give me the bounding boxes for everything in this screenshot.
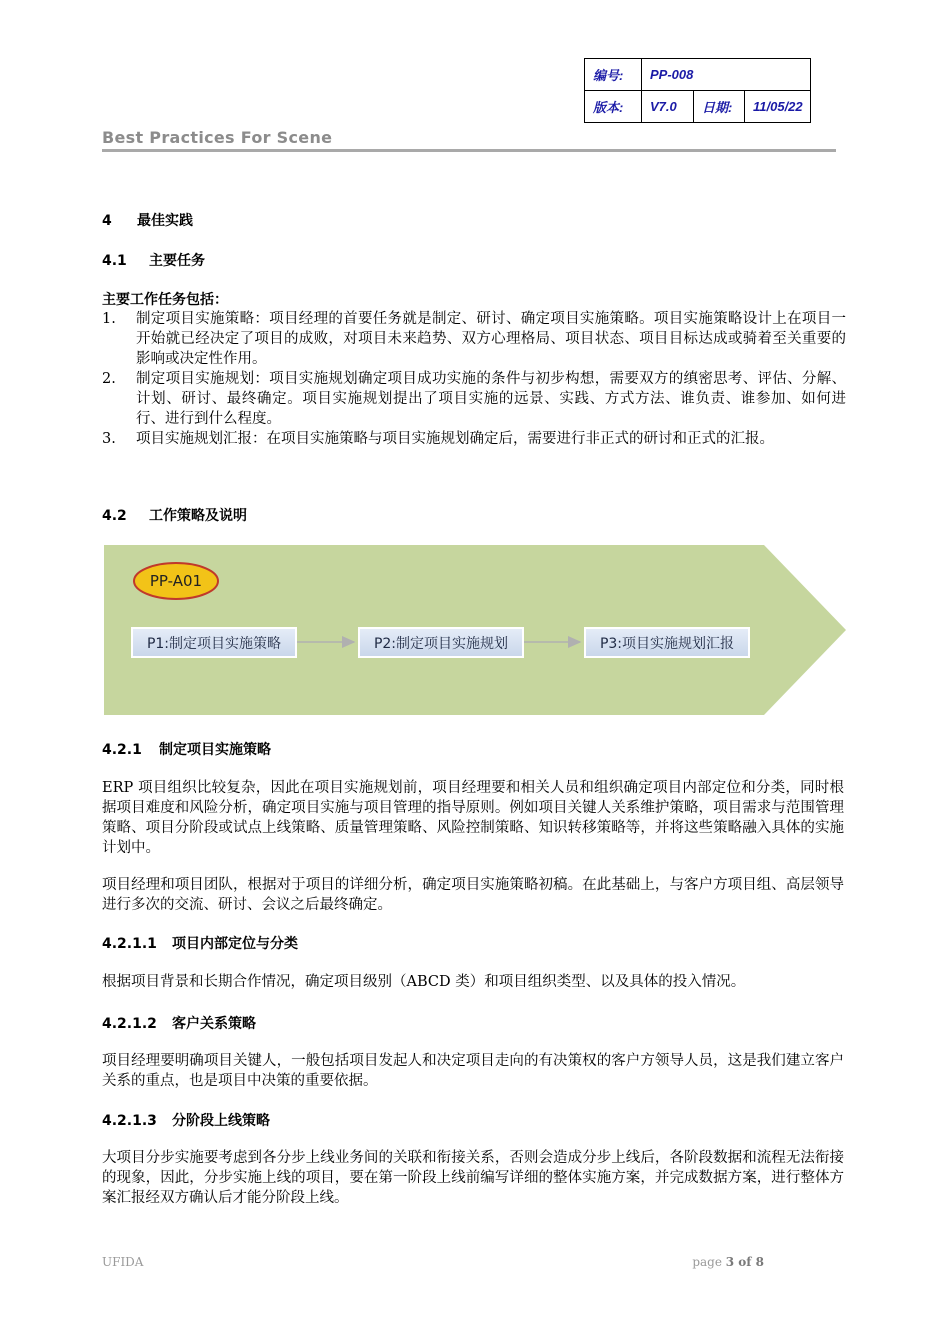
paragraph: 根据项目背景和长期合作情况，确定项目级别（ABCD 类）和项目组织类型、以及具体的投入情况。 [102,974,746,990]
paragraph: 项目经理要明确项目关键人，一般包括项目发起人和决定项目走向的有决策权的客户方领导人员，这是我们建立客户关系的重点，也是项目中决策的重要依据。 [102,1053,844,1089]
paragraph: 项目经理和项目团队，根据对于项目的详细分析，确定项目实施策略初稿。在此基础上，与客户方项目组、高层领导进行多次的交流、研讨、会议之后最终确定。 [102,877,844,913]
process-step-label: P1:制定项目实施策略 [146,636,282,652]
process-id-label: PP-A01 [149,572,203,590]
tasks-intro: 主要工作任务包括： [102,292,228,308]
list-item-number: 1. [102,311,116,327]
heading-number: 4.2 [102,508,127,524]
heading-number: 4.2.1.2 [102,1016,157,1032]
heading-4-2-1-3 [102,1110,270,1130]
heading-text: 项目内部定位与分类 [172,936,298,952]
page-current: 3 [725,1255,735,1269]
heading-number: 4.2.1 [102,742,142,758]
list-item-text: 制定项目实施策略：项目经理的首要任务就是制定、研讨、确定项目实施策略。项目实施策略设计上在项目一开始就已经决定了项目的成败，对项目未来趋势、双方心理格局、项目状态、项目目标达成或骑着至关重要的影响或决定性作用。 [136,311,846,367]
date-value: 11/05/22 [745,91,811,123]
heading-number: 4.2.1.1 [102,936,157,952]
heading-4-2-1-1 [102,933,298,953]
list-item [102,309,846,369]
heading-text: 制定项目实施策略 [159,742,271,758]
version-value: V7.0 [642,91,694,123]
heading-4-2-1-2 [102,1013,256,1033]
date-label: 日期: [694,91,745,123]
heading-4-1 [102,250,205,270]
heading-number: 4 [102,213,112,229]
list-item-number: 2. [102,371,116,387]
paragraph: ERP 项目组织比较复杂，因此在项目实施规划前，项目经理要和相关人员和组织确定项目内部定位和分类，同时根据项目难度和风险分析，确定项目实施与项目管理的指导原则。例如项目关键人关系维护策略，项目需求与范围管理策略、项目分阶段或试点上线策略、质量管理策略、风险控制策略、知识转移策略等，并将这些策略融入具体的实施计划中。 [102,780,844,856]
code-value: PP-008 [642,59,811,91]
heading-text: 最佳实践 [137,213,193,229]
version-label: 版本: [585,91,642,123]
heading-text: 客户关系策略 [172,1016,256,1032]
list-item-text: 制定项目实施规划：项目实施规划确定项目成功实施的条件与初步构想，需要双方的缜密思考、评估、分解、计划、研讨、最终确定。项目实施规划提出了项目实施的远景、实践、方式方法、谁负责、谁参加、如何进行、进行到什么程度。 [136,371,846,427]
heading-number: 4.2.1.3 [102,1113,157,1129]
footer-company: UFIDA [102,1255,144,1269]
list-item-text: 项目实施规划汇报：在项目实施策略与项目实施规划确定后，需要进行非正式的研讨和正式的汇报。 [136,431,774,447]
heading-number: 4.1 [102,253,127,269]
list-item [102,369,846,429]
paragraph: 大项目分步实施要考虑到各分步上线业务间的关联和衔接关系，否则会造成分步上线后，各阶段数据和流程无法衔接的现象，因此，分步实施上线的项目，要在第一阶段上线前编写详细的整体实施方案，并完成数据方案，进行整体方案汇报经双方确认后才能分阶段上线。 [102,1150,844,1206]
task-list [102,309,846,449]
list-item [102,429,846,449]
list-item-number: 3. [102,431,116,447]
document-header-title: Best Practices For Scene [102,128,836,152]
footer-page-number [692,1255,764,1269]
heading-4-2-1 [102,739,271,759]
process-step-label: P3:项目实施规划汇报 [599,636,735,652]
heading-4 [102,210,193,230]
heading-4-2 [102,505,247,525]
page-total: 8 [755,1255,764,1269]
heading-text: 工作策略及说明 [149,508,247,524]
heading-text: 主要任务 [149,253,205,269]
page-prefix: page [692,1255,726,1269]
process-flow-diagram [104,545,848,717]
heading-text: 分阶段上线策略 [172,1113,270,1129]
document-info-table [584,58,811,123]
code-label: 编号: [585,59,642,91]
page-of: of [734,1255,756,1269]
process-step-label: P2:制定项目实施规划 [373,636,509,652]
